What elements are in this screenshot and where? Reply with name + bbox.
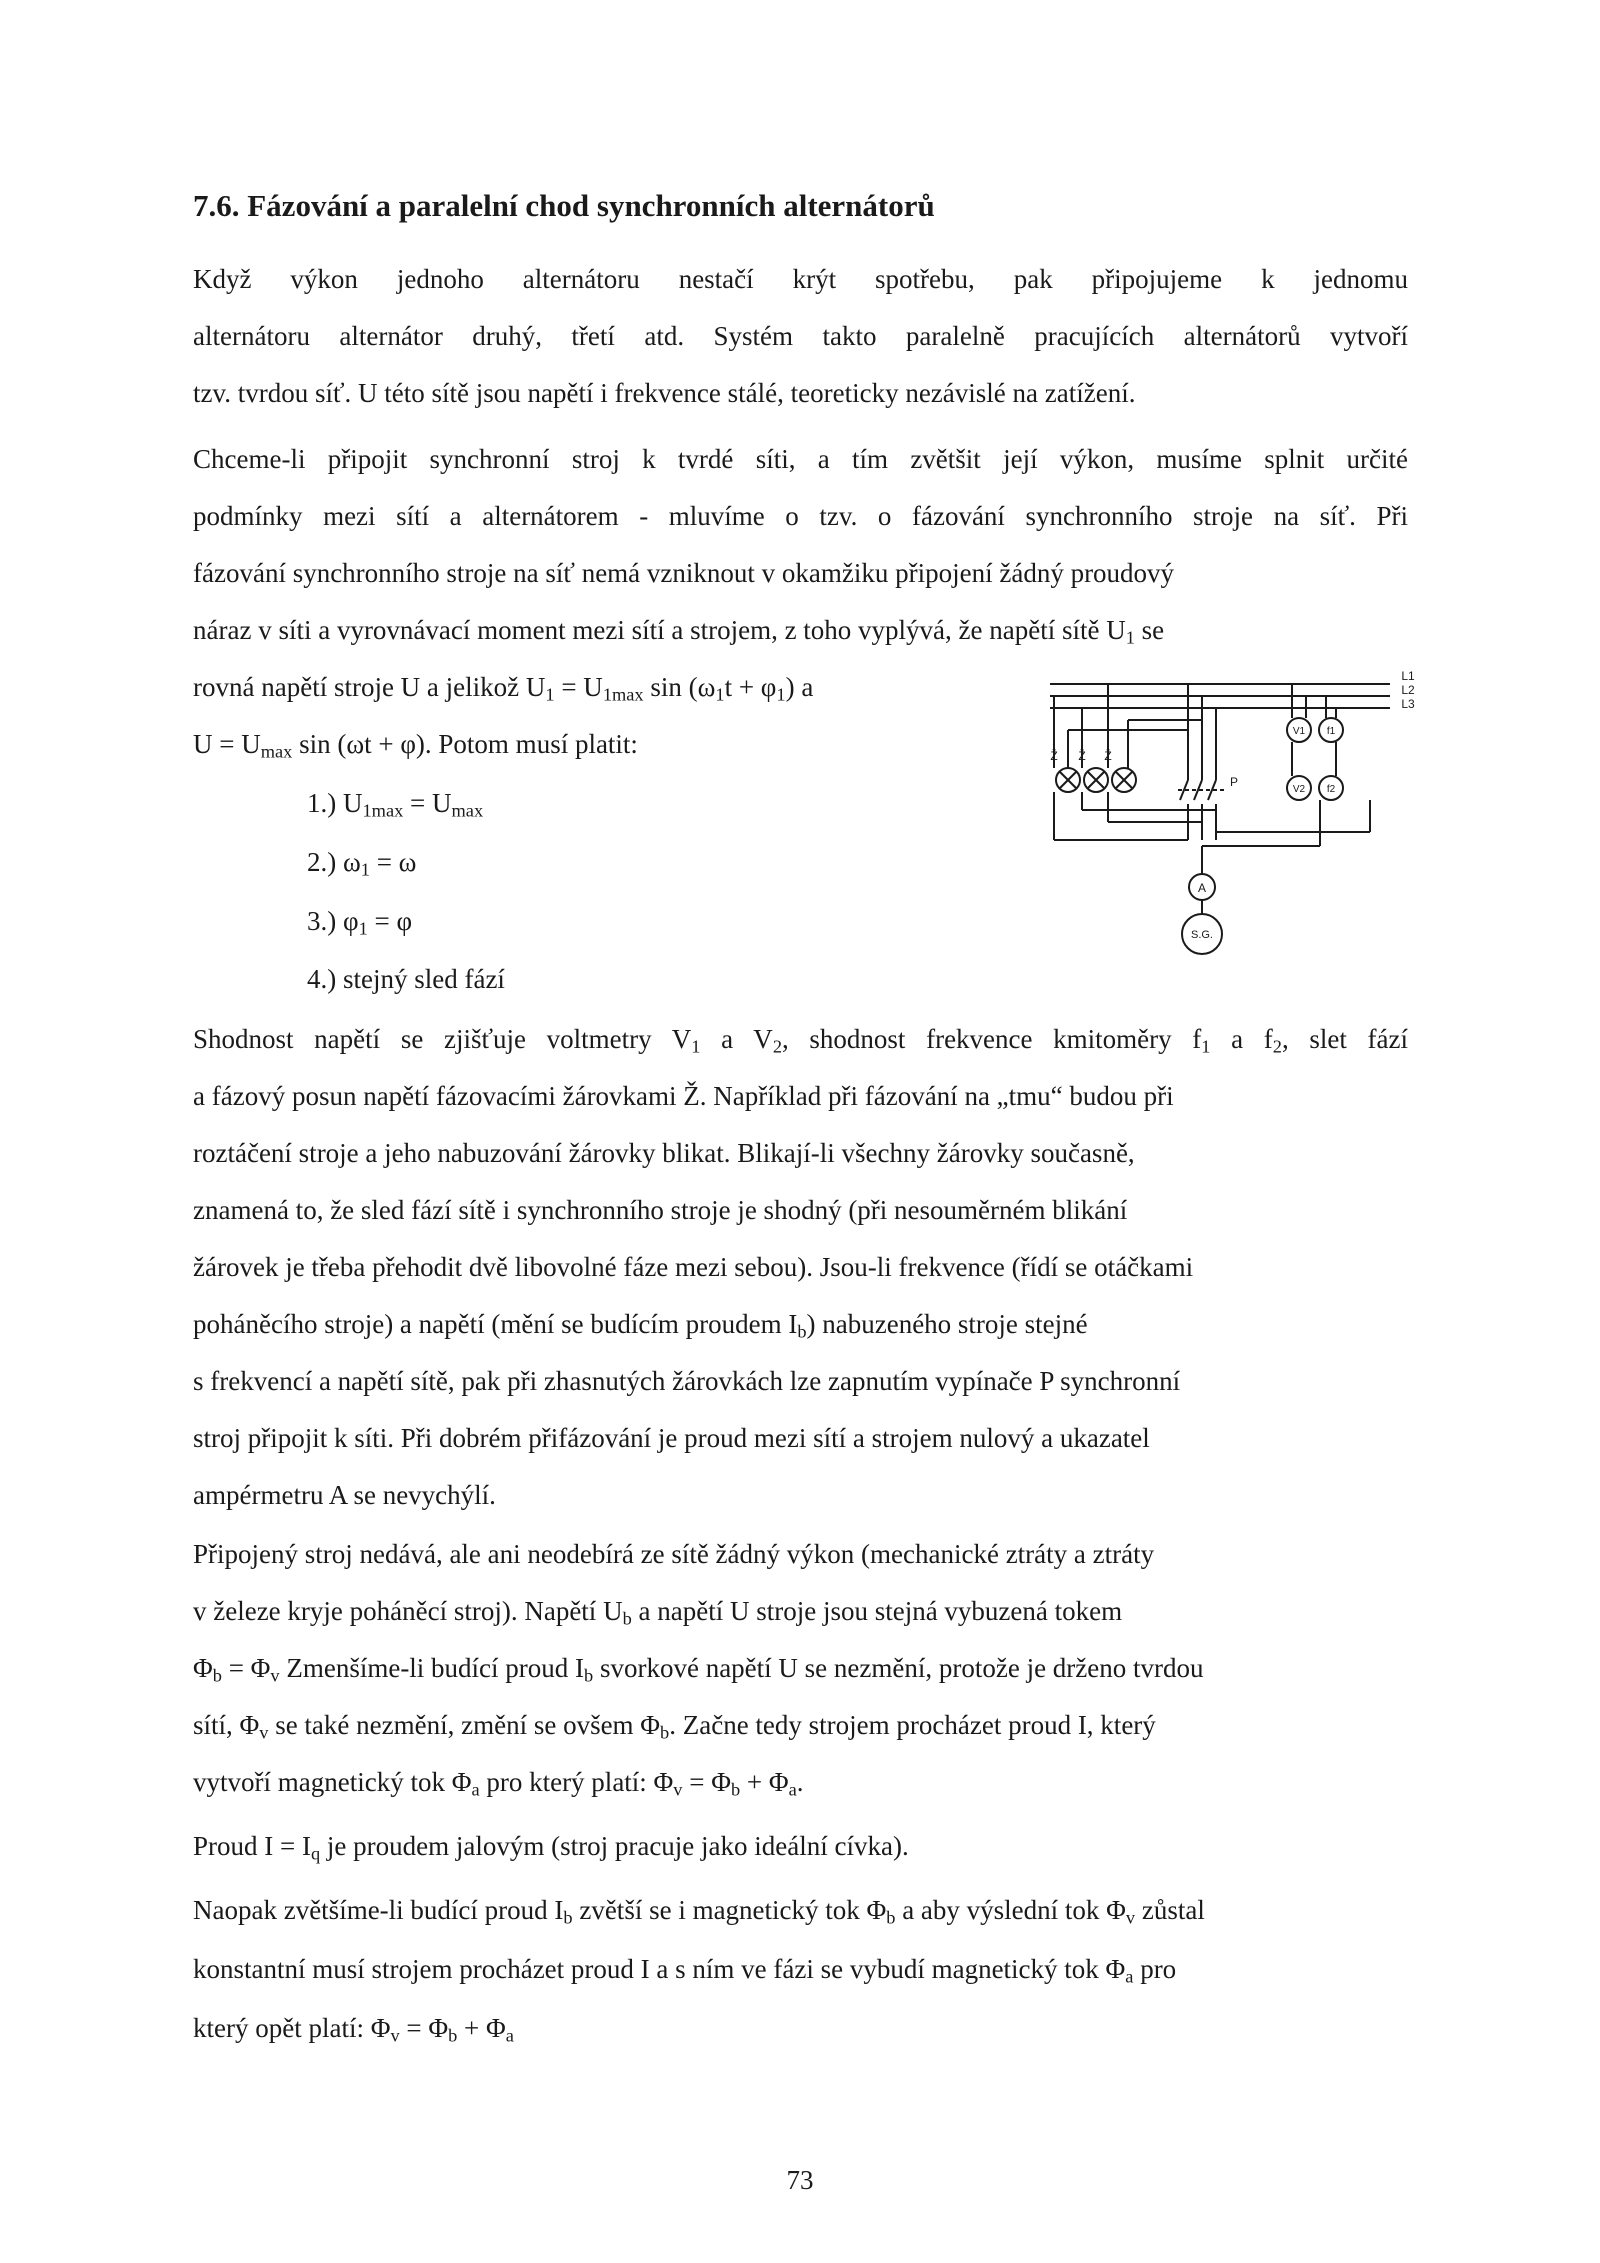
- label-l3: L3: [1401, 697, 1415, 711]
- paragraph-3-line-5: žárovek je třeba přehodit dvě libovolné fáze mezi sebou). Jsou-li frekvence (řídí se otáčkami: [193, 1252, 1194, 1282]
- paragraph-4-line-5: vytvoří magnetický tok $\Phi_a$ pro který platí: $\Phi_v = \Phi_b + \Phi_a$.: [193, 1767, 804, 1800]
- condition-4: 4.) stejný sled fází: [307, 964, 505, 994]
- label-ammeter: A: [1197, 881, 1207, 895]
- label-f1: f1: [1326, 726, 1336, 737]
- paragraph-3-line-6: poháněcího stroje) a napětí (mění se budícím proudem $I_b$) nabuzeného stroje stejné: [193, 1309, 1088, 1342]
- label-lamp-3: Ž: [1104, 749, 1112, 763]
- paragraph-4-line-4: sítí, $\Phi_v$ se také nezmění, změní se ovšem $\Phi_b$. Začne tedy strojem procházet proud I, který: [193, 1710, 1156, 1743]
- paragraph-6-line-1: Naopak zvětšíme-li budící proud $I_b$ zvětší se i magnetický tok $\Phi_b$ a aby výslední tok $\Phi_v$ zůstal: [193, 1895, 1205, 1928]
- paragraph-6-line-2: konstantní musí strojem procházet proud I a s ním ve fázi se vybudí magnetický tok $\Phi_a$ pro: [193, 1954, 1177, 1987]
- paragraph-1-line-2: alternátoru alternátor druhý, třetí atd. Systém takto paralelně pracujících alternátorů vytvoří: [193, 321, 1408, 351]
- label-v1: V1: [1292, 726, 1306, 737]
- condition-2: 2.) $\omega_1 = \omega$: [307, 847, 417, 880]
- paragraph-5: Proud $I = I_q$ je proudem jalovým (stroj pracuje jako ideální cívka).: [193, 1831, 909, 1864]
- paragraph-3-line-7: s frekvencí a napětí sítě, pak při zhasnutých žárovkách lze zapnutím vypínače P synchronní: [193, 1366, 1181, 1396]
- paragraph-2-line-5: rovná napětí stroje U a jelikož $U_1 = U_{1max}$ $\sin (\omega_1t + \varphi_1)$ a: [193, 672, 814, 705]
- label-l1: L1: [1401, 669, 1415, 683]
- paragraph-2-line-3: fázování synchronního stroje na síť nemá vzniknout v okamžiku připojení žádný proudový: [193, 558, 1175, 588]
- paragraph-4-line-1: Připojený stroj nedává, ale ani neodebírá ze sítě žádný výkon (mechanické ztráty a ztráty: [193, 1539, 1155, 1569]
- paragraph-2-line-4: náraz v síti a vyrovnávací moment mezi sítí a strojem, z toho vyplývá, že napětí sítě $U_1$ se: [193, 615, 1165, 648]
- paragraph-2-line-1: Chceme-li připojit synchronní stroj k tvrdé síti, a tím zvětšit její výkon, musíme splnit určité: [193, 444, 1408, 474]
- label-switch-p: P: [1229, 775, 1239, 789]
- paragraph-3-line-3: roztáčení stroje a jeho nabuzování žárovky blikat. Blikají-li všechny žárovky současně,: [193, 1138, 1135, 1168]
- label-l2: L2: [1401, 683, 1415, 697]
- synchronization-circuit-diagram: [1030, 660, 1430, 960]
- paragraph-1-line-3: tzv. tvrdou síť. U této sítě jsou napětí i frekvence stálé, teoreticky nezávislé na zatížení.: [193, 378, 1136, 408]
- paragraph-4-line-3: $\Phi_b = \Phi_v$ Zmenšíme-li budící proud $I_b$ svorkové napětí U se nezmění, protože je drženo tvrdou: [193, 1653, 1204, 1686]
- paragraph-2-line-2: podmínky mezi sítí a alternátorem - mluvíme o tzv. o fázování synchronního stroje na síť. Při: [193, 501, 1408, 531]
- condition-1: 1.) $U_{1max} = U_{max}$: [307, 788, 484, 821]
- condition-3: 3.) $\varphi_1 = \varphi$: [307, 906, 413, 939]
- paragraph-3-line-1: Shodnost napětí se zjišťuje voltmetry $V_1$ a $V_2$, shodnost frekvence kmitoměry $f_1$ a $f_2$, slet fází: [193, 1024, 1408, 1057]
- paragraph-1-line-1: Když výkon jednoho alternátoru nestačí krýt spotřebu, pak připojujeme k jednomu: [193, 264, 1408, 294]
- paragraph-3-line-9: ampérmetru A se nevychýlí.: [193, 1480, 496, 1510]
- label-v2: V2: [1292, 784, 1306, 795]
- paragraph-2-line-6: $U = U_{max}$ sin (ωt + φ). Potom musí platit:: [193, 729, 638, 762]
- paragraph-6-line-3: který opět platí: $\Phi_v = \Phi_b + \Phi_a$: [193, 2013, 514, 2046]
- label-lamp-2: Ž: [1078, 749, 1086, 763]
- section-heading: 7.6. Fázování a paralelní chod synchronních alternátorů: [193, 188, 935, 223]
- paragraph-4-line-2: v železe kryje poháněcí stroj). Napětí $U_b$ a napětí U stroje jsou stejná vybuzená tokem: [193, 1596, 1123, 1629]
- paragraph-3-line-2: a fázový posun napětí fázovacími žárovkami Ž. Například při fázování na „tmu“ budou při: [193, 1081, 1174, 1111]
- label-generator: S.G.: [1190, 929, 1214, 941]
- paragraph-3-line-4: znamená to, že sled fází sítě i synchronního stroje je shodný (při nesouměrném blikání: [193, 1195, 1128, 1225]
- page-number: 73: [786, 2165, 814, 2195]
- label-lamp-1: Ž: [1050, 749, 1058, 763]
- paragraph-3-line-8: stroj připojit k síti. Při dobrém přifázování je proud mezi sítí a strojem nulový a ukazatel: [193, 1423, 1150, 1453]
- label-f2: f2: [1326, 784, 1336, 795]
